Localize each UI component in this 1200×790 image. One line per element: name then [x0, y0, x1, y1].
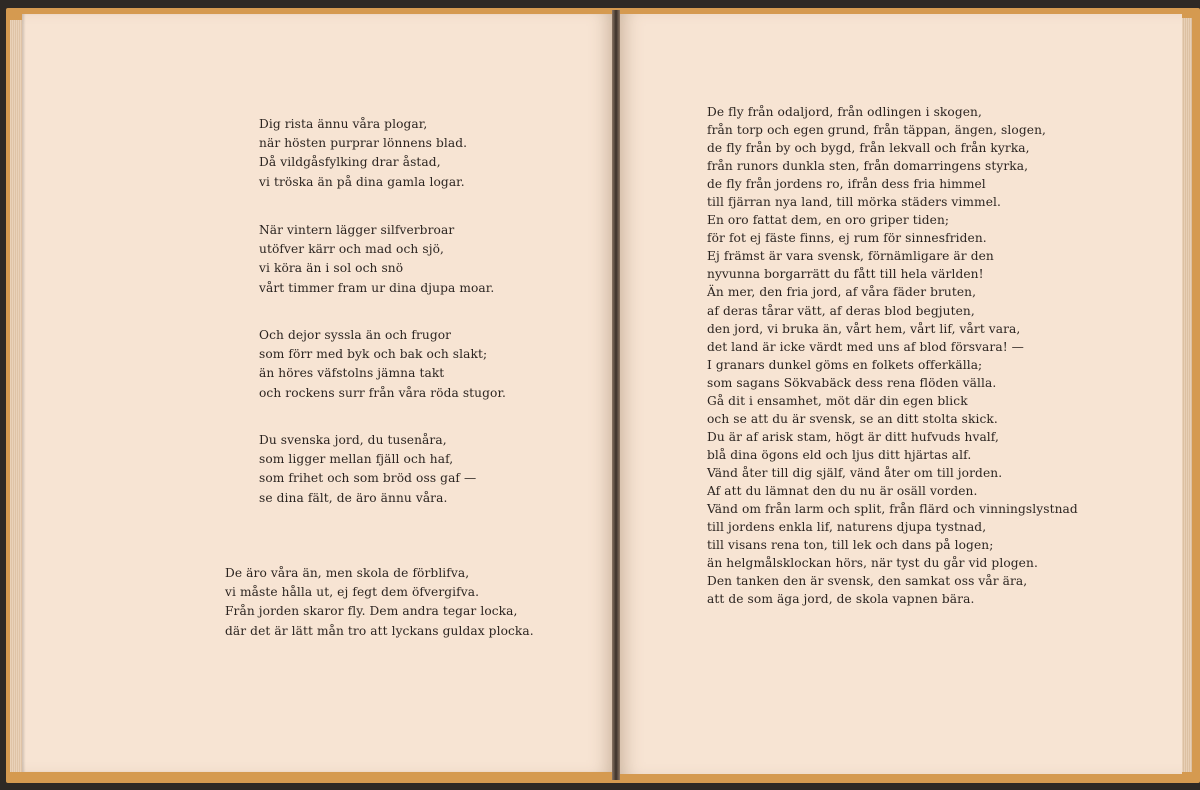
poem-line: från torp och egen grund, från täppan, ängen, slogen,	[707, 123, 1046, 138]
stanza-3	[259, 326, 506, 403]
poem-line: Dig rista ännu våra plogar,	[259, 117, 428, 131]
poem-line: och se att du är svensk, se an ditt stolta skick.	[707, 411, 998, 426]
stanza-4	[259, 431, 476, 508]
poem-line: som frihet och som bröd oss gaf —	[259, 471, 477, 486]
poem-line: Af att du lämnat den du nu är osäll vorden.	[707, 483, 978, 498]
poem-line: som ligger mellan fjäll och haf,	[259, 452, 454, 467]
poem-line: som förr med byk och bak och slakt;	[259, 347, 488, 362]
poem-line: än helgmålsklockan hörs, när tyst du går vid plogen.	[707, 556, 1038, 571]
poem-line: Vänd åter till dig själf, vänd åter om till jorden.	[707, 465, 1003, 480]
poem-line: där det är lätt mån tro att lyckans guldax plocka.	[225, 623, 534, 638]
poem-line: De fly från odaljord, från odlingen i skogen,	[707, 105, 982, 119]
poem-line: det land är icke värdt med uns af blod försvara! —	[707, 339, 1024, 354]
poem-line: nyvunna borgarrätt du fått till hela världen!	[707, 267, 984, 282]
poem-line: Och dejor syssla än och frugor	[259, 328, 452, 342]
poem-line: Vänd om från larm och split, från flärd och vinningslystnad	[707, 502, 1078, 517]
poem-line: vårt timmer fram ur dina djupa moar.	[259, 280, 495, 295]
book-gutter	[612, 10, 620, 780]
poem-line: när hösten purprar lönnens blad.	[259, 136, 468, 151]
poem-line: till visans rena ton, till lek och dans på logen;	[707, 538, 994, 553]
poem-line: utöfver kärr och mad och sjö,	[259, 242, 444, 257]
stanza-5	[225, 564, 534, 641]
stanza-2	[259, 221, 494, 298]
poem-line: I granars dunkel göms en folkets offerkälla;	[707, 357, 983, 372]
poem-line: vi tröska än på dina gamla logar.	[259, 174, 465, 189]
poem-line: till jordens enkla lif, naturens djupa tystnad,	[707, 520, 987, 535]
poem-line: från runors dunkla sten, från domarringens styrka,	[707, 159, 1029, 174]
poem-line: Du svenska jord, du tusenåra,	[259, 433, 447, 447]
poem-line: De äro våra än, men skola de förblifva,	[225, 566, 470, 580]
poem-line: En oro fattat dem, en oro griper tiden;	[707, 213, 950, 228]
poem-line: Då vildgåsfylking drar åstad,	[259, 155, 441, 170]
poem-line: som sagans Sökvabäck dess rena flöden välla.	[707, 375, 997, 390]
poem-line: till fjärran nya land, till mörka städers vimmel.	[707, 195, 1001, 210]
poem-line: När vintern lägger silfverbroar	[259, 223, 455, 237]
poem-line: Än mer, den fria jord, af våra fäder bruten,	[707, 285, 977, 300]
poem-line: de fly från jordens ro, ifrån dess fria himmel	[707, 177, 986, 192]
poem-line: Den tanken den är svensk, den samkat oss vår ära,	[707, 574, 1028, 589]
poem-line: Från jorden skaror fly. Dem andra tegar locka,	[225, 604, 518, 619]
right-page	[620, 14, 1182, 774]
poem-line: Du är af arisk stam, högt är ditt hufvuds hvalf,	[707, 429, 999, 444]
poem-line: än höres väfstolns jämna takt	[259, 366, 445, 381]
poem-line: vi köra än i sol och snö	[259, 261, 404, 276]
poem-line: att de som äga jord, de skola vapnen bära.	[707, 592, 975, 607]
poem-line: vi måste hålla ut, ej fegt dem öfvergifva.	[225, 585, 480, 600]
poem-line: den jord, vi bruka än, vårt hem, vårt lif, vårt vara,	[707, 321, 1021, 336]
poem-line: Ej främst är vara svensk, förnämligare är den	[707, 249, 994, 264]
poem-line: blå dina ögons eld och ljus ditt hjärtas alf.	[707, 447, 972, 462]
stanza-1	[259, 115, 467, 192]
poem-line: för fot ej fäste finns, ej rum för sinnesfriden.	[707, 231, 987, 246]
poem-line: se dina fält, de äro ännu våra.	[259, 490, 448, 505]
poem-line: Gå dit i ensamhet, möt där din egen blick	[707, 393, 968, 408]
poem-line: af deras tårar vätt, af deras blod begjuten,	[707, 303, 975, 318]
poem-line: de fly från by och bygd, från lekvall och från kyrka,	[707, 141, 1030, 156]
right-poem	[707, 103, 1078, 608]
left-page	[22, 14, 612, 772]
poem-line: och rockens surr från våra röda stugor.	[259, 385, 507, 400]
